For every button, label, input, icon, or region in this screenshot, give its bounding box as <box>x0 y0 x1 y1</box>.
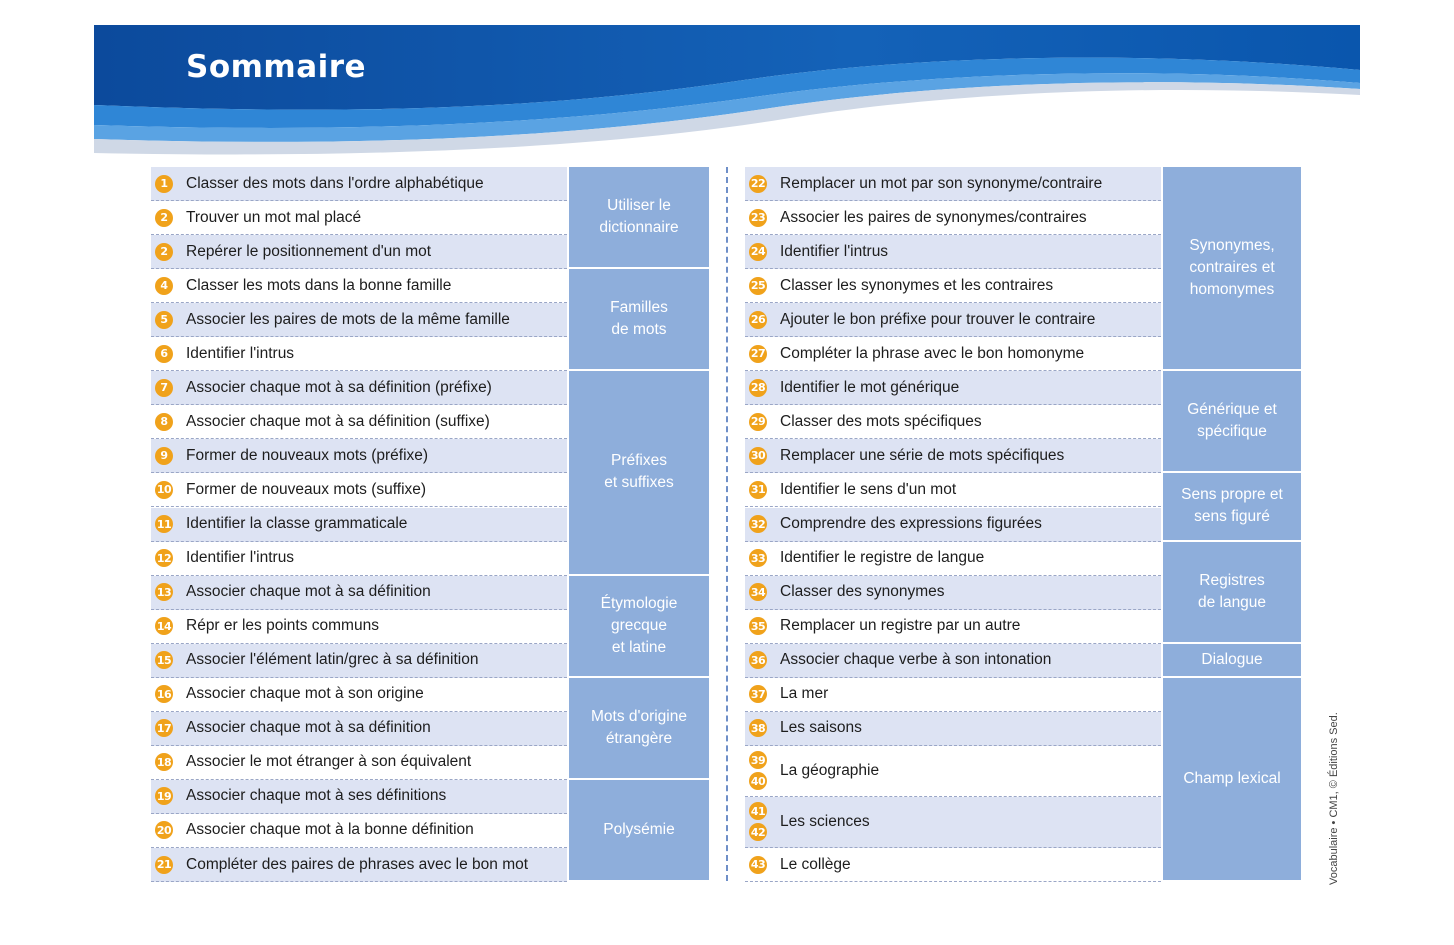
toc-item-label: Classer des synonymes <box>780 583 945 601</box>
number-badge: 11 <box>155 515 173 533</box>
number-badge: 26 <box>749 311 767 329</box>
toc-item-label: Identifier l'intrus <box>186 549 295 567</box>
toc-item[interactable] <box>151 337 567 371</box>
toc-item[interactable] <box>745 644 1161 678</box>
toc-item-label: Former de nouveaux mots (suffixe) <box>186 480 427 498</box>
toc-item-label: Identifier la classe grammaticale <box>186 515 408 533</box>
toc-item[interactable] <box>745 167 1161 201</box>
number-badge: 8 <box>155 413 173 431</box>
toc-item[interactable] <box>151 508 567 542</box>
toc-item[interactable] <box>151 371 567 405</box>
toc-item[interactable] <box>151 405 567 439</box>
toc-item-label: Identifier le sens d'un mot <box>780 480 957 498</box>
toc-item[interactable] <box>745 848 1161 882</box>
toc-item-label: Les saisons <box>780 719 862 737</box>
toc-item-label: Associer chaque mot à la bonne définition <box>186 821 474 839</box>
number-badge: 14 <box>155 617 173 635</box>
number-badge: 12 <box>155 549 173 567</box>
number-badge: 5 <box>155 311 173 329</box>
toc-item[interactable] <box>151 780 567 814</box>
toc-item[interactable] <box>745 439 1161 473</box>
number-badge: 2 <box>155 243 173 261</box>
toc-item[interactable] <box>745 542 1161 576</box>
toc-item-label: Classer des mots spécifiques <box>780 412 982 430</box>
toc-item[interactable] <box>151 542 567 576</box>
toc-item[interactable] <box>745 303 1161 337</box>
toc-item[interactable] <box>745 371 1161 405</box>
number-badge: 17 <box>155 719 173 737</box>
toc-item-label: Associer les paires de synonymes/contraires <box>780 208 1087 226</box>
toc-item[interactable] <box>745 797 1161 848</box>
toc-item-label: Classer les mots dans la bonne famille <box>186 276 452 294</box>
number-badge: 18 <box>155 753 173 771</box>
number-badge: 7 <box>155 379 173 397</box>
toc-item[interactable] <box>151 712 567 746</box>
category-label: Sens propre et sens figuré <box>1163 473 1301 541</box>
toc-item[interactable] <box>745 678 1161 712</box>
toc-item-label: Les sciences <box>780 812 870 830</box>
toc-item-label: Compléter des paires de phrases avec le bon mot <box>186 855 529 873</box>
toc-item-label: Identifier le mot générique <box>780 378 960 396</box>
toc-item[interactable] <box>745 576 1161 610</box>
number-badge: 9 <box>155 447 173 465</box>
category-label: Polysémie <box>569 780 709 882</box>
toc-item[interactable] <box>745 610 1161 644</box>
toc-item-label: Comprendre des expressions figurées <box>780 515 1042 533</box>
toc-item[interactable] <box>151 576 567 610</box>
number-badge: 25 <box>749 277 767 295</box>
toc-item-label: Associer l'élément latin/grec à sa définition <box>186 651 479 669</box>
toc-item-label: Classer les synonymes et les contraires <box>780 276 1054 294</box>
toc-item-label: Former de nouveaux mots (préfixe) <box>186 446 429 464</box>
page-title: Sommaire <box>186 49 367 85</box>
toc-item[interactable] <box>151 167 567 201</box>
toc-item[interactable] <box>151 848 567 882</box>
number-badge: 42 <box>749 823 767 841</box>
toc-item[interactable] <box>151 610 567 644</box>
number-badge: 13 <box>155 583 173 601</box>
category-label: Registres de langue <box>1163 542 1301 644</box>
number-badge: 23 <box>749 209 767 227</box>
number-badge: 35 <box>749 617 767 635</box>
toc-item-label: Associer chaque mot à sa définition <box>186 583 431 601</box>
number-badge: 32 <box>749 515 767 533</box>
number-badge-stack <box>749 802 767 841</box>
number-badge: 37 <box>749 685 767 703</box>
toc-item[interactable] <box>151 235 567 269</box>
toc-item-label: Associer chaque mot à sa définition (suffixe) <box>186 412 490 430</box>
toc-item[interactable] <box>745 235 1161 269</box>
toc-item-label: Associer les paires de mots de la même famille <box>186 310 510 328</box>
toc-item-label: Remplacer un mot par son synonyme/contraire <box>780 174 1103 192</box>
toc-item-label: Compléter la phrase avec le bon homonyme <box>780 344 1085 362</box>
number-badge: 24 <box>749 243 767 261</box>
toc-item-label: Repérer le positionnement d'un mot <box>186 242 432 260</box>
toc-item[interactable] <box>151 201 567 235</box>
toc-item-label: La mer <box>780 685 829 703</box>
toc-item-label: Ajouter le bon préfixe pour trouver le contraire <box>780 310 1096 328</box>
number-badge: 34 <box>749 583 767 601</box>
number-badge: 41 <box>749 802 767 820</box>
category-label: Synonymes, contraires et homonymes <box>1163 167 1301 371</box>
toc-item[interactable] <box>745 508 1161 542</box>
toc-item[interactable] <box>151 439 567 473</box>
number-badge: 31 <box>749 481 767 499</box>
category-label: Générique et spécifique <box>1163 371 1301 473</box>
number-badge: 4 <box>155 277 173 295</box>
number-badge: 10 <box>155 481 173 499</box>
toc-item[interactable] <box>745 473 1161 507</box>
number-badge: 19 <box>155 787 173 805</box>
toc-item[interactable] <box>745 201 1161 235</box>
number-badge: 27 <box>749 345 767 363</box>
toc-item[interactable] <box>151 746 567 780</box>
number-badge: 20 <box>155 821 173 839</box>
toc-item-label: Répr er les points communs <box>186 617 379 635</box>
number-badge: 43 <box>749 856 767 874</box>
number-badge: 2 <box>155 209 173 227</box>
number-badge: 28 <box>749 379 767 397</box>
toc-item-label: Trouver un mot mal placé <box>186 208 362 226</box>
category-label: Préfixes et suffixes <box>569 371 709 575</box>
toc-item-label: Identifier l'intrus <box>780 242 889 260</box>
toc-item-label: Identifier le registre de langue <box>780 549 985 567</box>
copyright-credit: Vocabulaire • CM1, © Éditions Sed. <box>1328 712 1340 885</box>
number-badge: 39 <box>749 751 767 769</box>
category-label: Utiliser le dictionnaire <box>569 167 709 269</box>
category-label: Champ lexical <box>1163 678 1301 882</box>
toc-item-label: Le collège <box>780 855 851 873</box>
toc-item-label: Associer chaque verbe à son intonation <box>780 651 1052 669</box>
toc-item-label: Remplacer une série de mots spécifiques <box>780 446 1065 464</box>
toc-item-label: Associer chaque mot à sa définition <box>186 719 431 737</box>
number-badge: 30 <box>749 447 767 465</box>
number-badge: 40 <box>749 772 767 790</box>
number-badge-stack <box>749 751 767 790</box>
toc-item-label: La géographie <box>780 761 880 779</box>
number-badge: 16 <box>155 685 173 703</box>
toc-item[interactable] <box>151 814 567 848</box>
category-label: Étymologie grecque et latine <box>569 576 709 678</box>
header-banner <box>94 25 1360 160</box>
category-label: Mots d'origine étrangère <box>569 678 709 780</box>
toc-item[interactable] <box>745 405 1161 439</box>
toc-item[interactable] <box>151 269 567 303</box>
category-label: Dialogue <box>1163 644 1301 678</box>
toc-item-label: Associer chaque mot à sa définition (préfixe) <box>186 378 492 396</box>
number-badge: 33 <box>749 549 767 567</box>
number-badge: 21 <box>155 856 173 874</box>
toc-item[interactable] <box>151 644 567 678</box>
number-badge: 29 <box>749 413 767 431</box>
number-badge: 1 <box>155 175 173 193</box>
number-badge: 38 <box>749 719 767 737</box>
toc-item-label: Associer chaque mot à son origine <box>186 685 424 703</box>
toc-item[interactable] <box>151 473 567 507</box>
toc-item-label: Associer chaque mot à ses définitions <box>186 787 447 805</box>
number-badge: 6 <box>155 345 173 363</box>
toc-item-label: Remplacer un registre par un autre <box>780 617 1021 635</box>
toc-item[interactable] <box>745 712 1161 746</box>
toc-item[interactable] <box>151 303 567 337</box>
toc-item-label: Classer des mots dans l'ordre alphabétique <box>186 174 484 192</box>
number-badge: 36 <box>749 651 767 669</box>
toc-item[interactable] <box>745 337 1161 371</box>
column-divider <box>726 167 728 881</box>
number-badge: 15 <box>155 651 173 669</box>
toc-item-label: Identifier l'intrus <box>186 344 295 362</box>
number-badge: 22 <box>749 175 767 193</box>
category-label: Familles de mots <box>569 269 709 371</box>
toc-item[interactable] <box>151 678 567 712</box>
toc-item[interactable] <box>745 746 1161 797</box>
toc-item[interactable] <box>745 269 1161 303</box>
toc-item-label: Associer le mot étranger à son équivalent <box>186 753 472 771</box>
